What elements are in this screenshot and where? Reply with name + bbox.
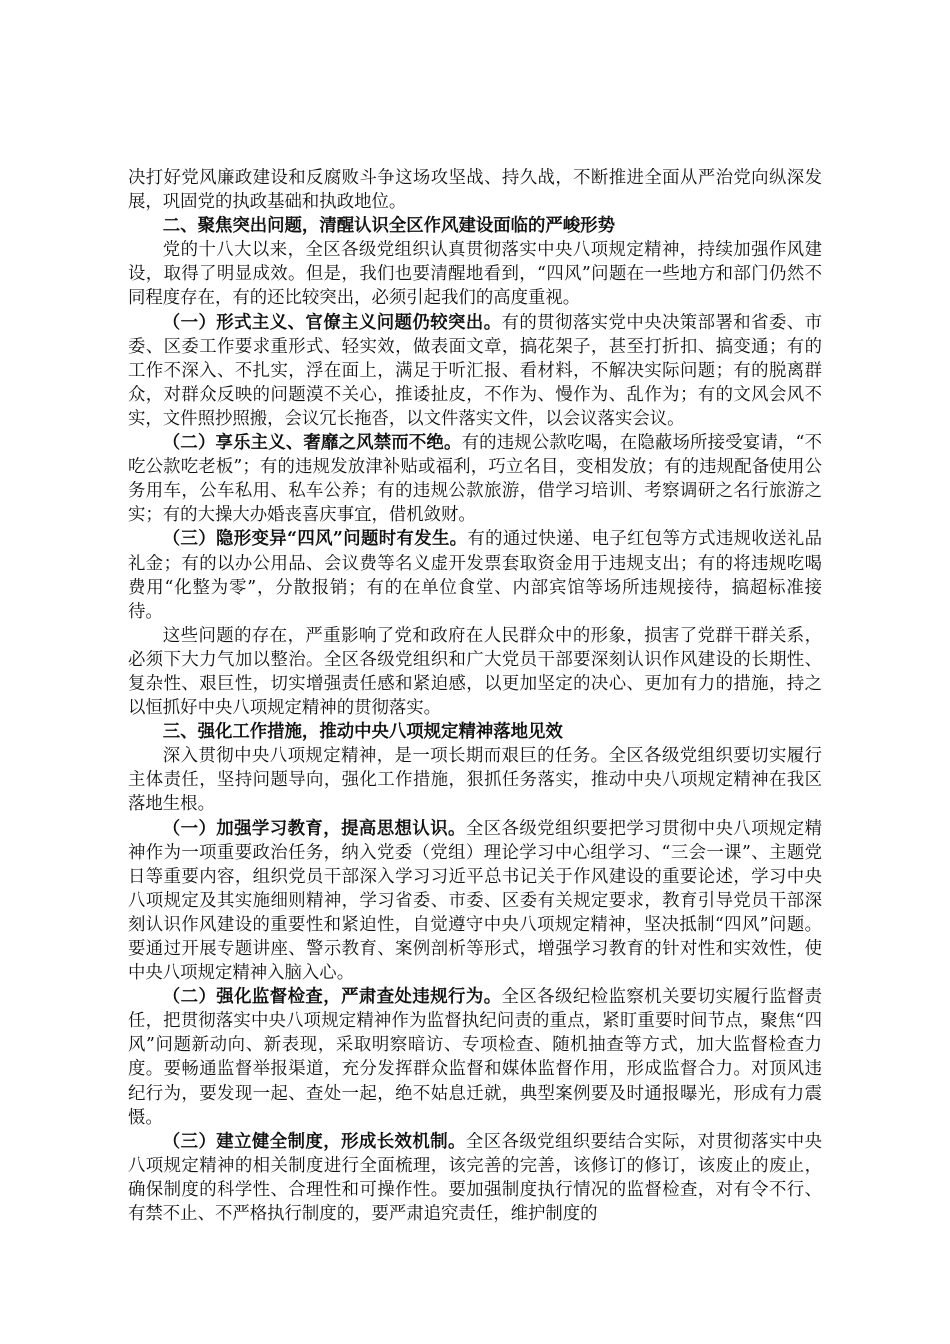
paragraph-subsection-2 <box>128 431 822 527</box>
paragraph: 党的十八大以来，全区各级党组织认真贯彻落实中央八项规定精神，持续加强作风建设，取得了明显成效。但是，我们也要清醒地看到，“四风”问题在一些地方和部门仍然不同程度存在，有的还比较突出，必须引起我们的高度重视。 <box>128 240 822 309</box>
subsection-lead: （二）强化监督检查，严肃查处违规行为。 <box>162 987 502 1008</box>
paragraph-measure-3 <box>128 1130 822 1226</box>
paragraph: 这些问题的存在，严重影响了党和政府在人民群众中的形象，损害了党群干群关系，必须下大力气加以整治。全区各级党组织和广大党员干部要深刻认识作风建设的长期性、复杂性、艰巨性，切实增强责任感和紧迫感，以更加坚定的决心、更加有力的措施，持之以恒抓好中央八项规定精神的贯彻落实。 <box>128 625 822 719</box>
paragraph-subsection-1 <box>128 311 822 431</box>
subsection-lead: （三）建立健全制度，形成长效机制。 <box>162 1131 466 1152</box>
paragraph-measure-1 <box>128 817 822 986</box>
paragraph-measure-2 <box>128 985 822 1130</box>
paragraph: 深入贯彻中央八项规定精神，是一项长期而艰巨的任务。全区各级党组织要切实履行主体责任，坚持问题导向，强化工作措施，狠抓任务落实，推动中央八项规定精神在我区落地生根。 <box>128 746 822 815</box>
subsection-lead: （一）加强学习教育，提高思想认识。 <box>162 818 466 839</box>
section-heading-3: 三、强化工作措施，推动中央八项规定精神落地见效 <box>162 722 563 743</box>
document-body <box>128 166 822 1226</box>
paragraph-subsection-3 <box>128 527 822 623</box>
subsection-text: 全区各级纪检监察机关要切实履行监督责任，把贯彻落实中央八项规定精神作为监督执纪问责的重点，紧盯重要时间节点，聚焦“四风”问题新动向、新表现，采取明察暗访、专项检查、随机抽查等方式，加大监督检查力度。要畅通监督举报渠道，充分发挥群众监督和媒体监督作用，形成监督合力。对顶风违纪行为，要发现一起、查处一起，绝不姑息迁就，典型案例要及时通报曝光，形成有力震慑。 <box>128 987 822 1128</box>
subsection-text: 有的违规公款吃喝，在隐蔽场所接受宴请，“不吃公款吃老板”；有的违规发放津补贴或福利，巧立名目，变相发放；有的违规配备使用公务用车，公车私用、私车公养；有的违规公款旅游，借学习培训、考察调研之名行旅游之实；有的大操大办婚丧喜庆事宜，借机敛财。 <box>128 433 822 526</box>
subsection-lead: （一）形式主义、官僚主义问题仍较突出。 <box>162 312 502 333</box>
subsection-text: 全区各级党组织要把学习贯彻中央八项规定精神作为一项重要政治任务，纳入党委（党组）理论学习中心组学习、“三会一课”、主题党日等重要内容，组织党员干部深入学习习近平总书记关于作风建设的重要论述，学习中央八项规定及其实施细则精神，学习省委、市委、区委有关规定要求，教育引导党员干部深刻认识作风建设的重要性和紧迫性，自觉遵守中央八项规定精神，坚决抵制“四风”问题。要通过开展专题讲座、警示教育、案例剖析等形式，增强学习教育的针对性和实效性，使中央八项规定精神入脑入心。 <box>128 818 822 984</box>
subsection-lead: （三）隐形变异“四风”问题时有发生。 <box>162 529 468 550</box>
subsection-text: 全区各级党组织要结合实际，对贯彻落实中央八项规定精神的相关制度进行全面梳理，该完善的完善，该修订的修订，该废止的废止，确保制度的科学性、合理性和可操作性。要加强制度执行情况的监督检查，对有令不行、有禁不止、不严格执行制度的，要严肃追究责任，维护制度的 <box>128 1131 822 1225</box>
subsection-text: 有的通过快递、电子红包等方式违规收送礼品礼金；有的以办公用品、会议费等名义虚开发票套取资金用于违规支出；有的将违规吃喝费用“化整为零”，分散报销；有的在单位食堂、内部宾馆等场所违规接待，搞超标准接待。 <box>128 529 822 622</box>
subsection-lead: （二）享乐主义、奢靡之风禁而不绝。 <box>162 433 462 454</box>
subsection-text: 有的贯彻落实党中央决策部署和省委、市委、区委工作要求重形式、轻实效，做表面文章，搞花架子，甚至打折扣、搞变通；有的工作不深入、不扎实，浮在面上，满足于听汇报、看材料，不解决实际问题；有的脱离群众，对群众反映的问题漠不关心，推诿扯皮，不作为、慢作为、乱作为；有的文风会风不实，文件照抄照搬，会议冗长拖沓，以文件落实文件，以会议落实会议。 <box>128 312 822 429</box>
paragraph-continuation: 决打好党风廉政建设和反腐败斗争这场攻坚战、持久战，不断推进全面从严治党向纵深发展，巩固党的执政基础和执政地位。 <box>128 168 822 213</box>
section-heading-2: 二、聚焦突出问题，清醒认识全区作风建设面临的严峻形势 <box>162 216 615 237</box>
